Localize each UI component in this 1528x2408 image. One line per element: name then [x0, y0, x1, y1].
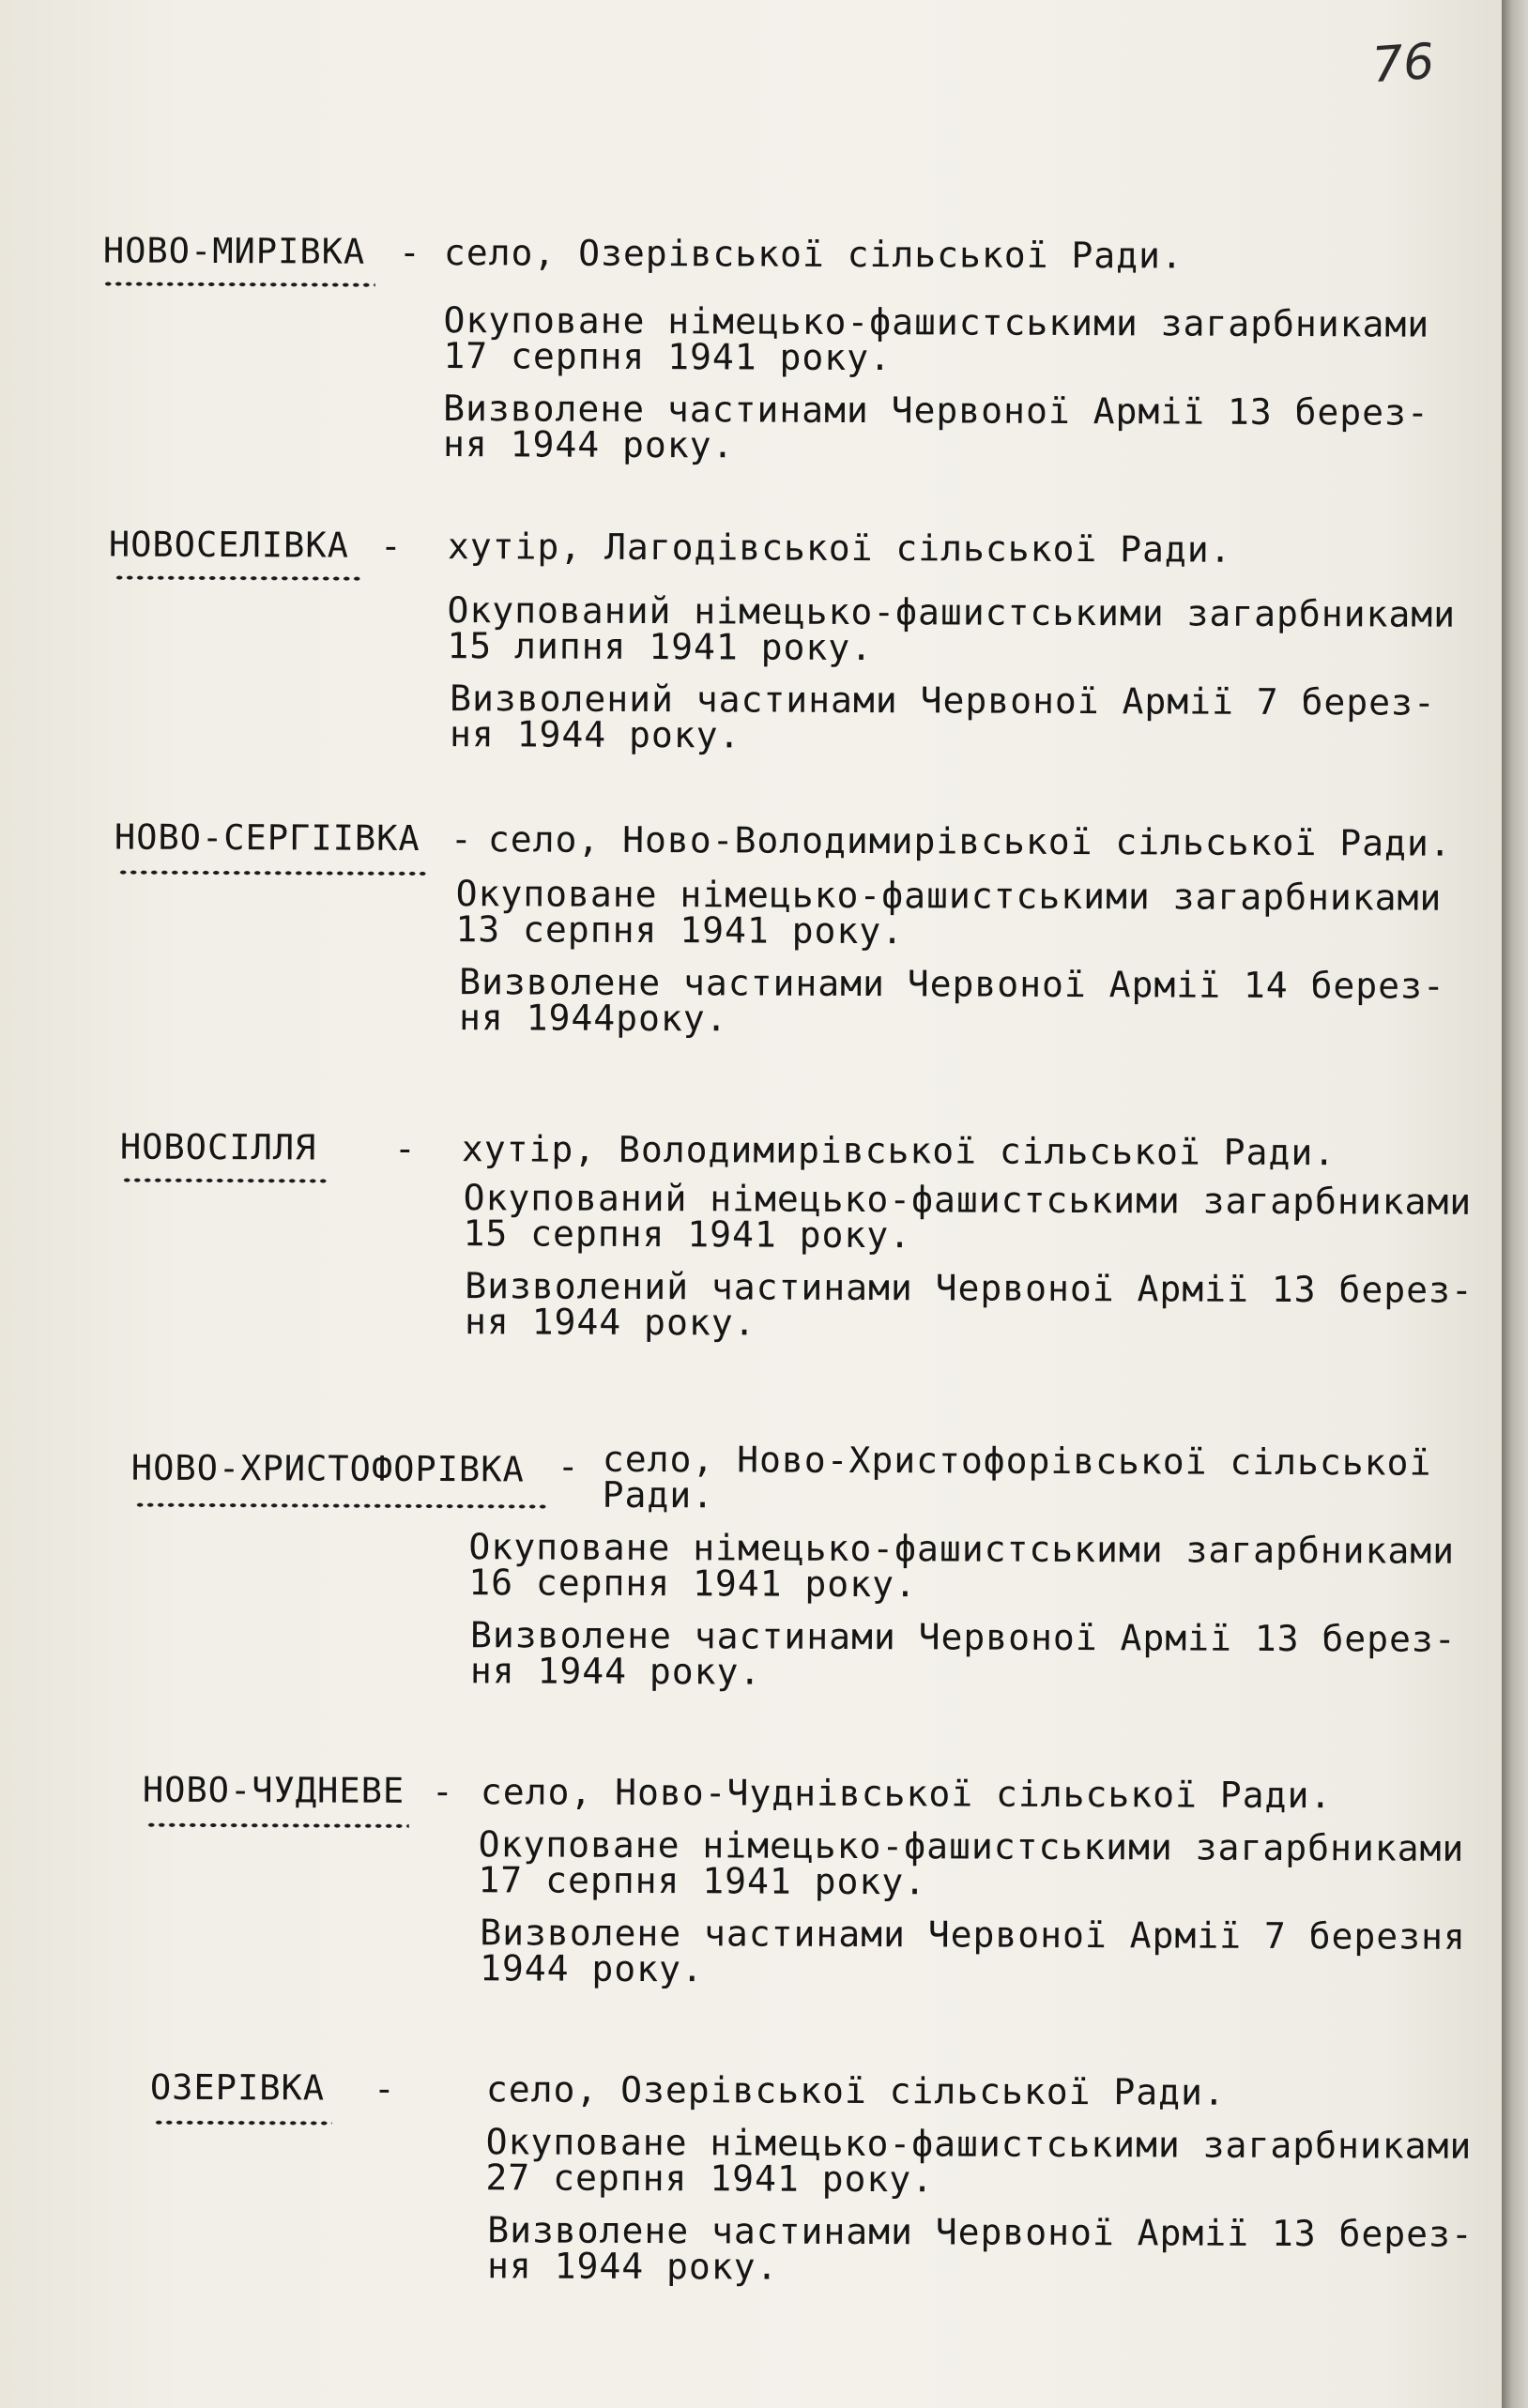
entry-name: НОВОСЕЛІВКА [108, 524, 350, 566]
page-edge-shadow [1502, 0, 1528, 2408]
name-underline [154, 2118, 332, 2128]
occupied-line-1: Окуповане німецько-фашистськими загарбниками [485, 2121, 1473, 2167]
occupied-line-2: 16 серпня 1941 року. [468, 1562, 917, 1606]
entry-dash: - [393, 1127, 417, 1169]
name-underline [135, 1501, 548, 1512]
entry-novo-mirivka [0, 230, 1502, 466]
occupied-line-2: 17 серпня 1941 року. [443, 335, 893, 379]
entry-novo-chudneve [0, 1769, 1502, 1990]
entry-type-line: хутір, Володимирівської сільської Ради. [461, 1128, 1337, 1174]
occupied-line-1: Окуповане німецько-фашистськими загарбниками [455, 873, 1443, 919]
occupied-line-1: Окуповане німецько-фашистськими загарбниками [478, 1823, 1465, 1869]
entry-dash: - [431, 1771, 454, 1813]
liberated-line-2: ня 1944 року. [449, 713, 741, 756]
entry-type-line-2: Ради. [602, 1473, 715, 1516]
page-number: 76 [1369, 33, 1437, 95]
occupied-line-2: 13 серпня 1941 року. [455, 908, 905, 953]
entry-name: НОВО-ХРИСТОФОРІВКА [130, 1447, 525, 1490]
name-underline [146, 1821, 409, 1831]
entry-dash: - [373, 2067, 396, 2110]
liberated-line-2: ня 1944 року. [442, 423, 735, 466]
liberated-line-1: Визволене частинами Червоної Армії 13 берез- [443, 388, 1429, 434]
entry-type-line: село, Ново-Володимирівської сільської Ради. [487, 818, 1452, 864]
entry-name: НОВО-ЧУДНЕВЕ [142, 1769, 405, 1811]
liberated-line-2: ня 1944року. [458, 997, 728, 1040]
occupied-line-1: Окупований німецько-фашистськими загарбниками [463, 1177, 1473, 1223]
entry-type-line: село, Ново-Христофорівської сільської [602, 1438, 1432, 1484]
occupied-line-1: Окуповане німецько-фашистськими загарбниками [443, 299, 1430, 345]
entry-dash: - [379, 525, 403, 567]
liberated-line-2: ня 1944 року. [486, 2245, 779, 2288]
entry-name: НОВО-СЕРГІІВКА [114, 816, 420, 859]
liberated-line-1: Визволений частинами Червоної Армії 7 берез- [450, 678, 1436, 724]
occupied-line-2: 27 серпня 1941 року. [485, 2157, 935, 2201]
occupied-line-2: 15 липня 1941 року. [447, 625, 874, 669]
liberated-line-2: ня 1944 року. [469, 1650, 762, 1693]
occupied-line-2: 17 серпня 1941 року. [478, 1859, 927, 1903]
liberated-line-2: ня 1944 року. [465, 1301, 756, 1344]
entry-novo-sergiivka [0, 816, 1502, 1040]
liberated-line-1: Визволене частинами Червоної Армії 14 берез- [459, 961, 1445, 1007]
occupied-line-1: Окупований німецько-фашистськими загарбниками [447, 589, 1457, 635]
entry-ozerivka [0, 2066, 1502, 2288]
liberated-line-1: Визволене частинами Червоної Армії 13 берез- [487, 2209, 1474, 2255]
entry-type-line: село, Ново-Чуднівської сільської Ради. [480, 1771, 1333, 1817]
entry-name: ОЗЕРІВКА [149, 2066, 326, 2109]
entry-dash: - [450, 818, 473, 861]
entry-type-line: село, Озерівської сільської Ради. [485, 2068, 1226, 2113]
occupied-line-2: 15 серпня 1941 року. [463, 1212, 912, 1257]
name-underline [122, 1176, 327, 1186]
entry-name: НОВО-МИРІВКА [102, 230, 366, 272]
occupied-line-1: Окуповане німецько-фашистськими загарбниками [468, 1526, 1456, 1572]
entry-novosillia [0, 1126, 1502, 1344]
entry-name: НОВОСІЛЛЯ [119, 1126, 317, 1168]
entry-dash: - [398, 231, 421, 273]
entry-dash: - [557, 1445, 580, 1487]
entry-novoselivka [0, 524, 1502, 756]
liberated-line-1: Визволене частинами Червоної Армії 7 березня [480, 1912, 1466, 1958]
name-underline [103, 279, 375, 289]
entry-novo-khrystoforivka [0, 1436, 1502, 1693]
entry-type-line: село, Озерівської сільської Ради. [443, 232, 1184, 277]
liberated-line-1: Визволене частинами Червоної Армії 13 берез- [469, 1614, 1457, 1660]
name-underline [118, 868, 428, 878]
liberated-line-2: 1944 року. [479, 1947, 704, 1990]
name-underline [115, 573, 360, 584]
entry-type-line: хутір, Лагодівської сільської Ради. [447, 526, 1232, 571]
liberated-line-1: Визволений частинами Червоної Армії 13 берез- [465, 1265, 1474, 1311]
